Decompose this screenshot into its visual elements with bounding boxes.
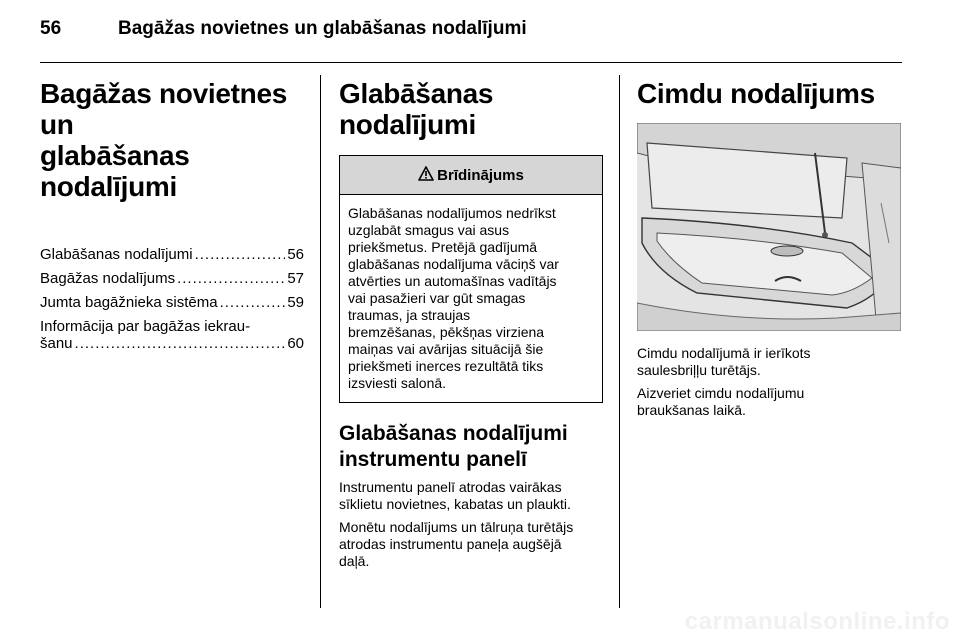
warning-header [340,156,602,195]
toc-entry-text: Jumta bagāžnieka sistēma [40,294,218,311]
glovebox-photo [637,123,901,331]
warning-text [340,195,602,402]
chapter-title-line: nodalījumi [40,171,178,202]
warning-line: maiņas vai avārijas situācijā šie [348,341,544,357]
warning-line: Glabāšanas nodalījumos nedrīkst [348,205,556,221]
paragraph-line: sīklietu novietnes, kabatas un plaukti. [339,496,571,512]
warning-box [339,155,603,403]
body-paragraph [339,479,603,513]
toc-entry-text-cont: šanu [40,335,73,352]
warning-line: izsviesti salonā. [348,375,447,391]
warning-line: priekšmetus. Pretējā gadījumā [348,239,538,255]
warning-line: traumas, ja straujas [348,307,471,323]
body-paragraph [339,519,603,570]
column-divider-2 [619,75,620,608]
body-paragraph [637,345,903,379]
running-title: Bagāžas novietnes un glabāšanas nodalījumi [118,18,527,39]
paragraph-line: Monētu nodalījums un tālruņa turētājs [339,519,574,535]
chapter-title [40,78,304,202]
warning-line: vai pasažieri var gūt smagas [348,290,526,306]
header-divider [40,62,902,63]
toc-entry[interactable] [40,246,304,263]
toc-entry-page: 59 [287,294,304,311]
toc-leader-dots [75,335,286,352]
paragraph-line: atrodas instrumentu paneļa augšējā [339,536,562,552]
body-paragraph [637,385,903,419]
column-1 [40,78,304,359]
paragraph-line: daļā. [339,553,370,569]
toc-entry-text: Glabāšanas nodalījumi [40,246,193,263]
section-title: Cimdu nodalījums [637,78,875,109]
toc-entry[interactable] [40,318,304,352]
chapter-title-line: glabāšanas [40,140,190,171]
column-3 [637,78,903,425]
paragraph-line: braukšanas laikā. [637,402,746,418]
warning-label: Brīdinājums [437,166,524,184]
column-2 [339,78,603,576]
table-of-contents [40,246,304,352]
warning-line: uzglabāt smagus vai asus [348,222,510,238]
toc-entry-text: Informācija par bagāžas iekrau- [40,318,251,335]
chapter-title-line: Bagāžas novietnes un [40,78,287,140]
paragraph-line: saulesbriļļu turētājs. [637,362,761,378]
toc-entry-page: 60 [287,335,304,352]
toc-entry[interactable] [40,270,304,287]
toc-leader-dots [220,294,286,311]
warning-line: priekšmeti inerces rezultātā tiks [348,358,544,374]
toc-entry-page: 56 [287,246,304,263]
column-divider-1 [320,75,321,608]
toc-entry-text: Bagāžas nodalījums [40,270,176,287]
paragraph-line: Instrumentu panelī atrodas vairākas [339,479,562,495]
warning-triangle-icon [418,166,434,185]
subsection-title-line: instrumentu panelī [339,448,527,471]
watermark: carmanualsonline.info [684,608,950,635]
warning-line: glabāšanas nodalījuma vāciņš var [348,256,559,272]
paragraph-line: Cimdu nodalījumā ir ierīkots [637,345,811,361]
toc-leader-dots [177,270,285,287]
page-number: 56 [40,18,62,39]
paragraph-line: Aizveriet cimdu nodalījumu [637,385,805,401]
toc-entry[interactable] [40,294,304,311]
warning-line: atvērties un automašīnas vadītājs [348,273,557,289]
subsection-title [339,421,603,473]
toc-leader-dots [195,246,286,263]
warning-line: bremzēšanas, pēkšņas virziena [348,324,545,340]
toc-entry-page: 57 [287,270,304,287]
section-title: Glabāšanas nodalījumi [339,78,494,140]
subsection-title-line: Glabāšanas nodalījumi [339,422,568,445]
